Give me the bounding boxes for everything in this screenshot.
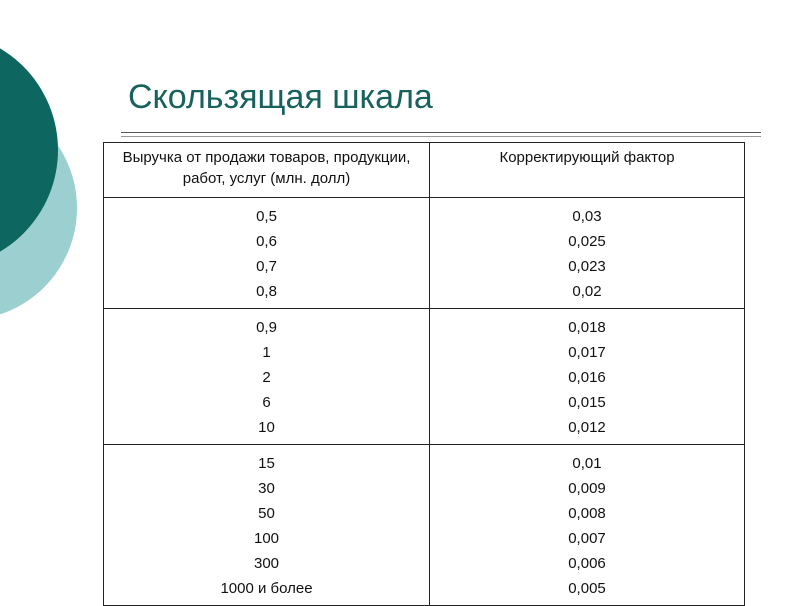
revenue-cell <box>104 309 430 445</box>
factor-value: 0,018 <box>568 319 606 336</box>
factor-value: 0,006 <box>568 555 606 572</box>
revenue-value: 10 <box>258 419 275 436</box>
revenue-value: 1 <box>262 344 271 361</box>
table-row <box>104 445 745 606</box>
title-divider-secondary <box>121 136 761 137</box>
revenue-value: 2 <box>262 369 271 386</box>
table-row <box>104 309 745 445</box>
revenue-value: 1000 и более <box>220 580 313 597</box>
factor-value: 0,008 <box>568 505 606 522</box>
revenue-value: 0,8 <box>256 283 277 300</box>
sliding-scale-table <box>103 142 745 606</box>
factor-value: 0,02 <box>572 283 602 300</box>
factor-value: 0,007 <box>568 530 606 547</box>
revenue-value: 0,9 <box>256 319 277 336</box>
header-factor: Корректирующий фактор <box>430 143 745 198</box>
revenue-cell <box>104 445 430 606</box>
header-revenue: Выручка от продажи товаров, продукции, работ, услуг (млн. долл) <box>104 143 430 198</box>
factor-value: 0,017 <box>568 344 606 361</box>
factor-value: 0,009 <box>568 480 606 497</box>
revenue-value: 6 <box>262 394 271 411</box>
table-row <box>104 198 745 309</box>
revenue-value: 0,5 <box>256 208 277 225</box>
factor-value: 0,025 <box>568 233 606 250</box>
factor-cell <box>430 198 745 309</box>
decorative-circles <box>0 0 100 340</box>
revenue-value: 100 <box>253 530 280 547</box>
factor-value: 0,012 <box>568 419 606 436</box>
factor-value: 0,005 <box>568 580 606 597</box>
revenue-cell <box>104 198 430 309</box>
factor-value: 0,015 <box>568 394 606 411</box>
revenue-value: 0,7 <box>256 258 277 275</box>
revenue-value: 300 <box>253 555 280 572</box>
revenue-value: 0,6 <box>256 233 277 250</box>
slide-title: Скользящая шкала <box>128 78 433 116</box>
factor-value: 0,016 <box>568 369 606 386</box>
factor-cell <box>430 309 745 445</box>
factor-cell <box>430 445 745 606</box>
factor-value: 0,01 <box>572 455 602 472</box>
revenue-value: 30 <box>258 480 275 497</box>
table-header-row <box>104 143 745 198</box>
factor-value: 0,03 <box>572 208 602 225</box>
factor-value: 0,023 <box>568 258 606 275</box>
revenue-value: 15 <box>258 455 275 472</box>
title-divider <box>121 132 761 133</box>
revenue-value: 50 <box>258 505 275 522</box>
